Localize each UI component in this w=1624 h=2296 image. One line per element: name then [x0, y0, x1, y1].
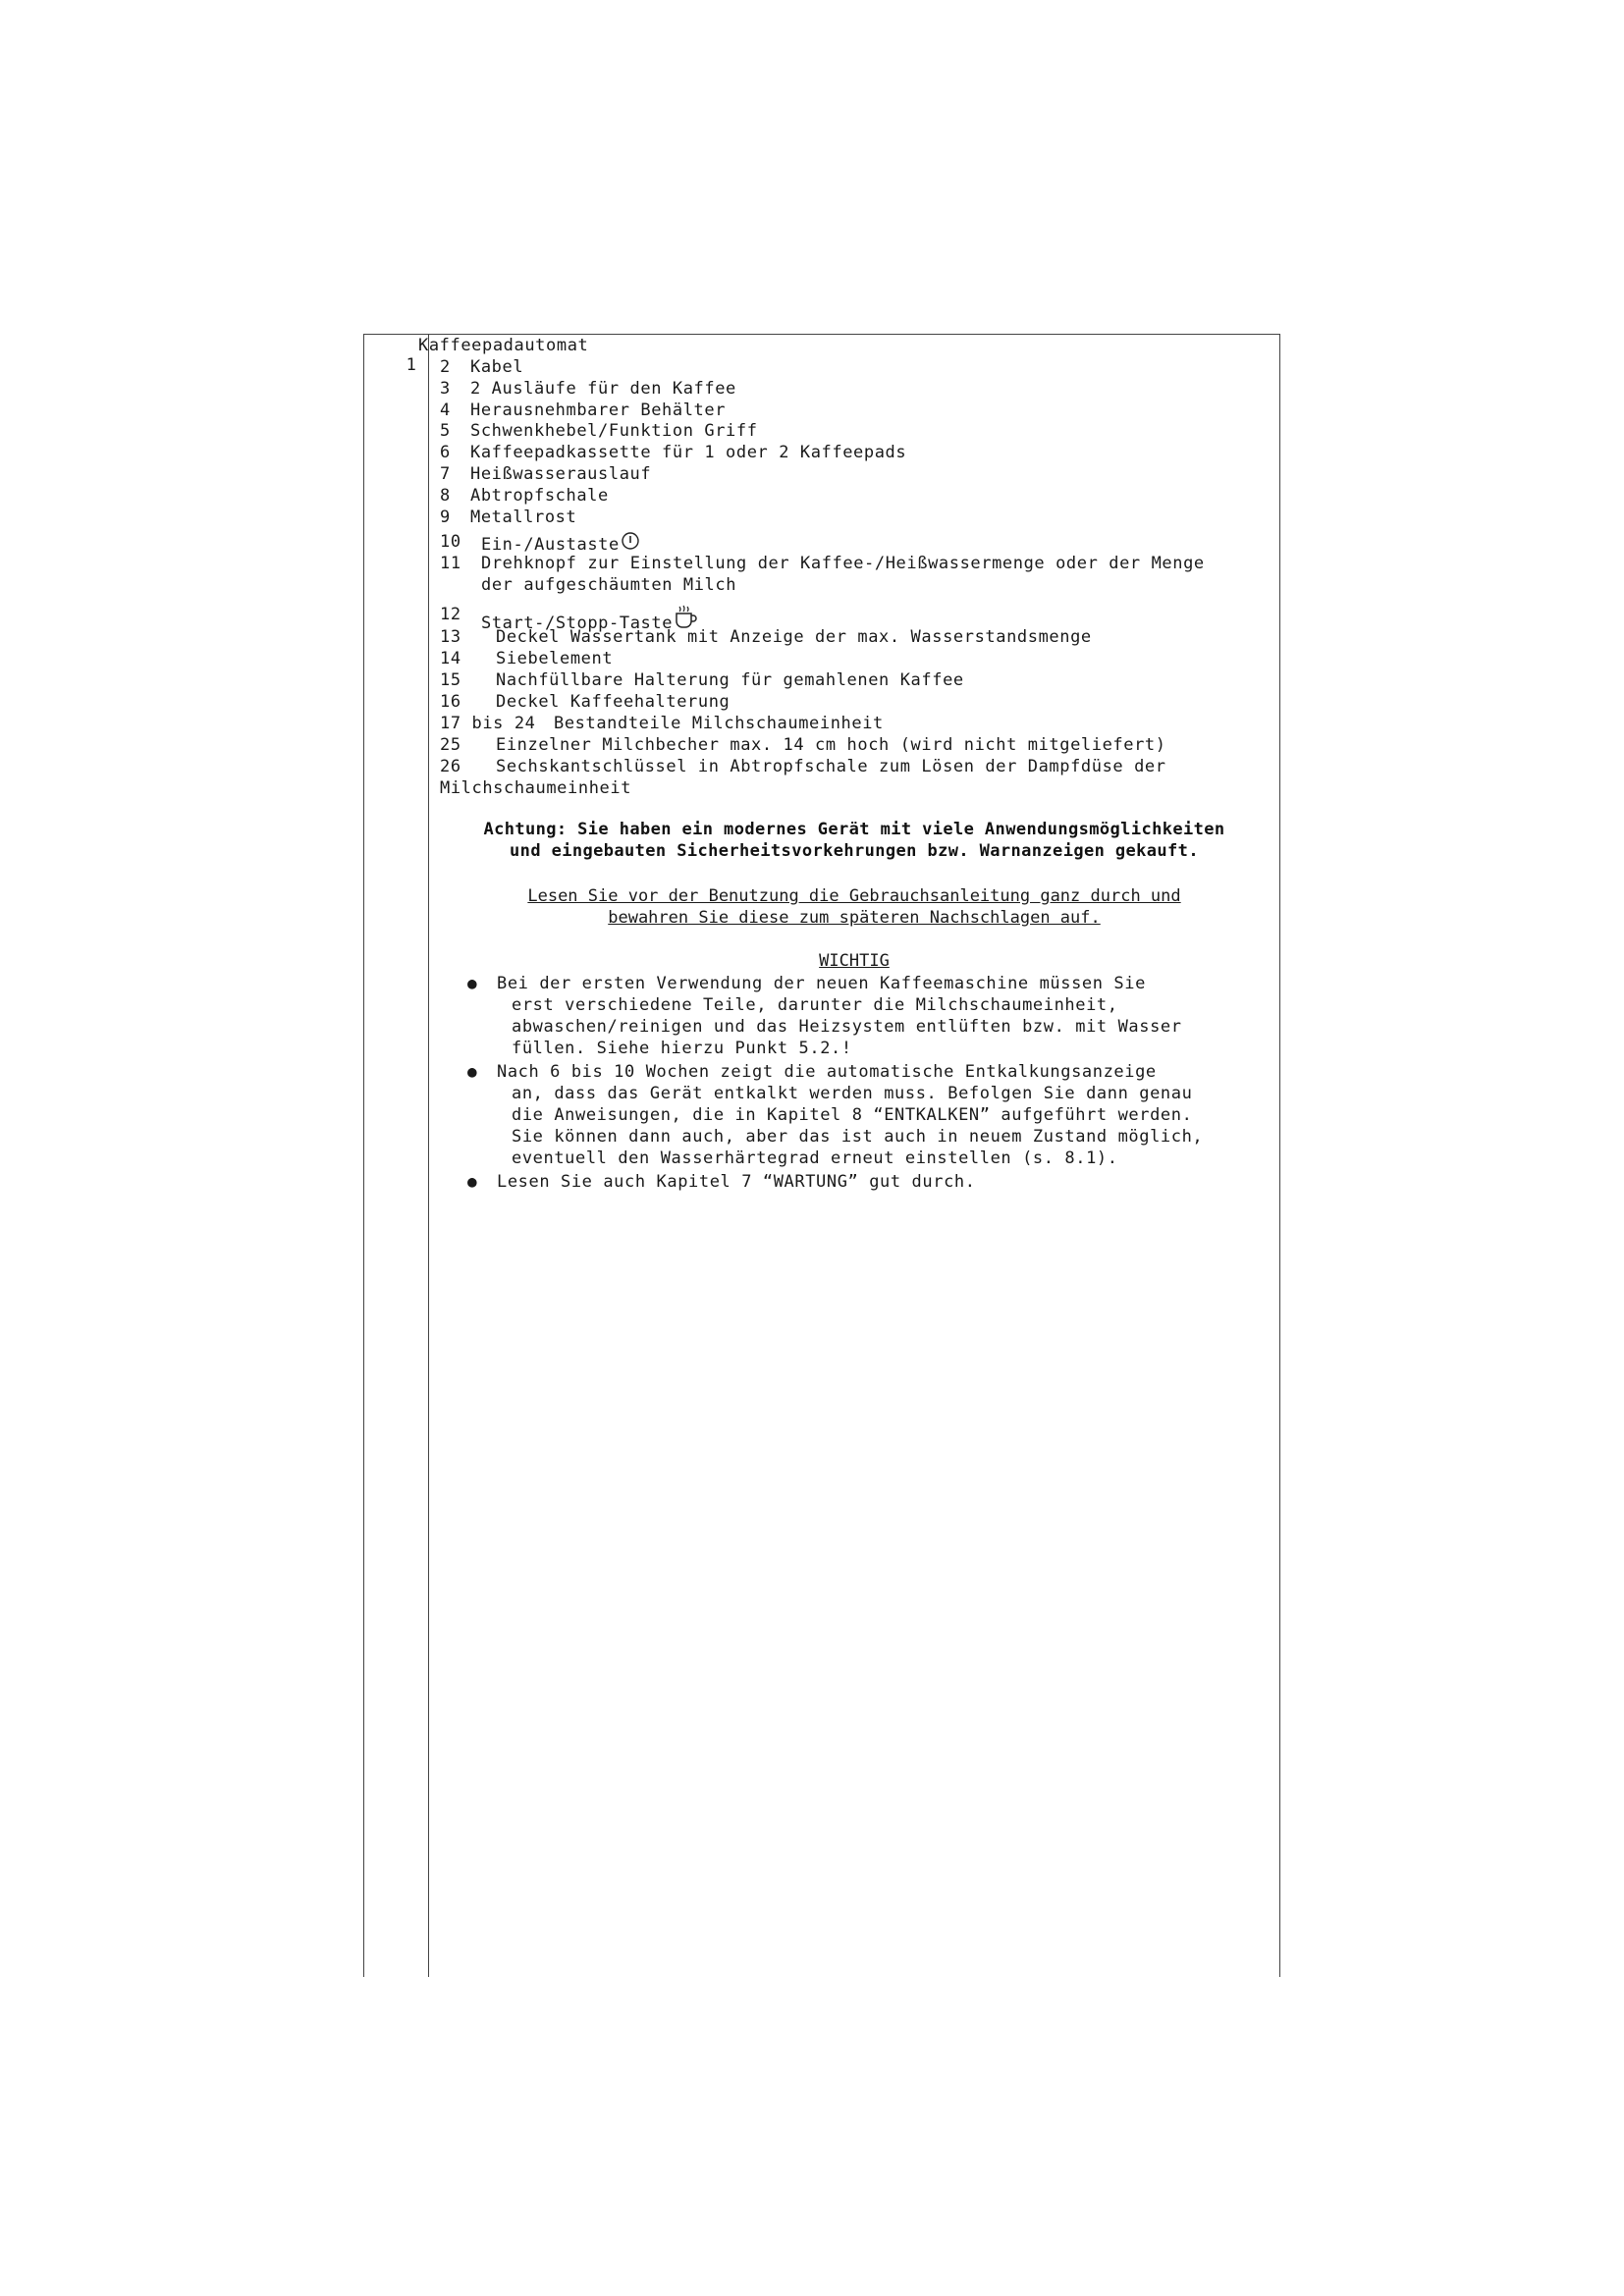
list-item — [440, 400, 451, 420]
list-item — [440, 649, 461, 668]
bullet-1-line-2: erst verschiedene Teile, darunter die Milchschaumeinheit, — [512, 995, 1118, 1015]
list-item — [440, 379, 451, 399]
list-item — [440, 554, 461, 573]
item-number: 7 — [440, 464, 451, 484]
item-label: Kaffeepadkassette für 1 oder 2 Kaffeepads — [470, 443, 907, 462]
bullet-icon: ● — [467, 974, 477, 992]
item-number: 25 — [440, 735, 461, 755]
item-label-text: Start-/Stopp-Taste — [481, 614, 674, 633]
item-label: Deckel Wassertank mit Anzeige der max. Wasserstandsmenge — [496, 627, 1092, 647]
item-label: Herausnehmbarer Behälter — [470, 400, 727, 420]
bullet-2-line-4: Sie können dann auch, aber das ist auch in neuem Zustand möglich, — [512, 1127, 1204, 1147]
list-item — [440, 757, 461, 776]
item-number: 13 — [440, 627, 461, 647]
list-item — [440, 605, 461, 624]
table-left-border — [363, 334, 364, 1977]
item-label: Heißwasserauslauf — [470, 464, 652, 484]
outer-item-number: 1 — [406, 355, 417, 375]
item-number: 17 bis 24 — [440, 714, 536, 733]
outer-item-label: Kaffeepadautomat — [418, 336, 589, 355]
bullet-3-line-1: Lesen Sie auch Kapitel 7 “WARTUNG” gut durch. — [497, 1172, 976, 1192]
item-number: 6 — [440, 443, 451, 462]
bullet-2-line-2: an, dass das Gerät entkalkt werden muss. Befolgen Sie dann genau — [512, 1084, 1193, 1103]
list-item — [440, 357, 451, 377]
list-item — [440, 670, 461, 690]
list-item — [440, 627, 461, 647]
item-label: Sechskantschlüssel in Abtropfschale zum Lösen der Dampfdüse der — [496, 757, 1166, 776]
warning-line-1: Achtung: Sie haben ein modernes Gerät mit viele Anwendungsmöglichkeiten — [483, 820, 1225, 839]
item-number: 10 — [440, 532, 461, 552]
item-label: 2 Ausläufe für den Kaffee — [470, 379, 736, 399]
list-item — [440, 443, 451, 462]
item-label: Deckel Kaffeehalterung — [496, 692, 731, 712]
item-label: Drehknopf zur Einstellung der Kaffee-/Heißwassermenge oder der Menge — [481, 554, 1205, 573]
item-label: Kabel — [470, 357, 524, 377]
item-label: Einzelner Milchbecher max. 14 cm hoch (wird nicht mitgeliefert) — [496, 735, 1166, 755]
item-number: 11 — [440, 554, 461, 573]
warning-line-2: und eingebauten Sicherheitsvorkehrungen bzw. Warnanzeigen gekauft. — [510, 841, 1199, 861]
bullet-2-line-1: Nach 6 bis 10 Wochen zeigt die automatische Entkalkungsanzeige — [497, 1062, 1157, 1082]
list-item — [440, 507, 451, 527]
list-item — [440, 735, 461, 755]
bullet-1-line-4: füllen. Siehe hierzu Punkt 5.2.! — [512, 1039, 852, 1058]
item-label: Abtropfschale — [470, 486, 609, 506]
item-number: 9 — [440, 507, 451, 527]
item-label: Siebelement — [496, 649, 614, 668]
bullet-2-line-3: die Anweisungen, die in Kapitel 8 “ENTKALKEN” aufgeführt werden. — [512, 1105, 1193, 1125]
outer-item — [385, 336, 417, 375]
bullet-1-line-1: Bei der ersten Verwendung der neuen Kaffeemaschine müssen Sie — [497, 974, 1146, 993]
item-number: 16 — [440, 692, 461, 712]
item-number: 5 — [440, 421, 451, 441]
read-notice-line-2: bewahren Sie diese zum späteren Nachschlagen auf. — [608, 908, 1101, 928]
item-number: 15 — [440, 670, 461, 690]
table-top-border — [363, 334, 1280, 335]
item-label-text: Ein-/Austaste — [481, 535, 620, 555]
bullet-icon: ● — [467, 1172, 477, 1191]
item-label: Metallrost — [470, 507, 577, 527]
list-item — [440, 532, 461, 552]
item-label-continued: Milchschaumeinheit — [440, 778, 632, 798]
item-label: Bestandteile Milchschaumeinheit — [554, 714, 884, 733]
list-item — [440, 464, 451, 484]
item-number: 26 — [440, 757, 461, 776]
item-number: 8 — [440, 486, 451, 506]
list-item — [440, 692, 461, 712]
item-number: 2 — [440, 357, 451, 377]
list-item — [440, 421, 451, 441]
list-item — [440, 714, 536, 733]
item-number: 14 — [440, 649, 461, 668]
table-column-divider — [428, 334, 429, 1977]
item-label: Nachfüllbare Halterung für gemahlenen Kaffee — [496, 670, 964, 690]
bullet-1-line-3: abwaschen/reinigen und das Heizsystem entlüften bzw. mit Wasser — [512, 1017, 1182, 1037]
important-heading: WICHTIG — [819, 951, 890, 971]
item-label-continued: der aufgeschäumten Milch — [481, 575, 737, 595]
list-item — [440, 486, 451, 506]
read-notice-line-1: Lesen Sie vor der Benutzung die Gebrauchsanleitung ganz durch und — [527, 886, 1181, 906]
item-label: Schwenkhebel/Funktion Griff — [470, 421, 758, 441]
item-number: 3 — [440, 379, 451, 399]
bullet-icon: ● — [467, 1062, 477, 1081]
item-number: 12 — [440, 605, 461, 624]
table-right-border — [1279, 334, 1280, 1977]
item-number: 4 — [440, 400, 451, 420]
bullet-2-line-5: eventuell den Wasserhärtegrad erneut einstellen (s. 8.1). — [512, 1148, 1118, 1168]
